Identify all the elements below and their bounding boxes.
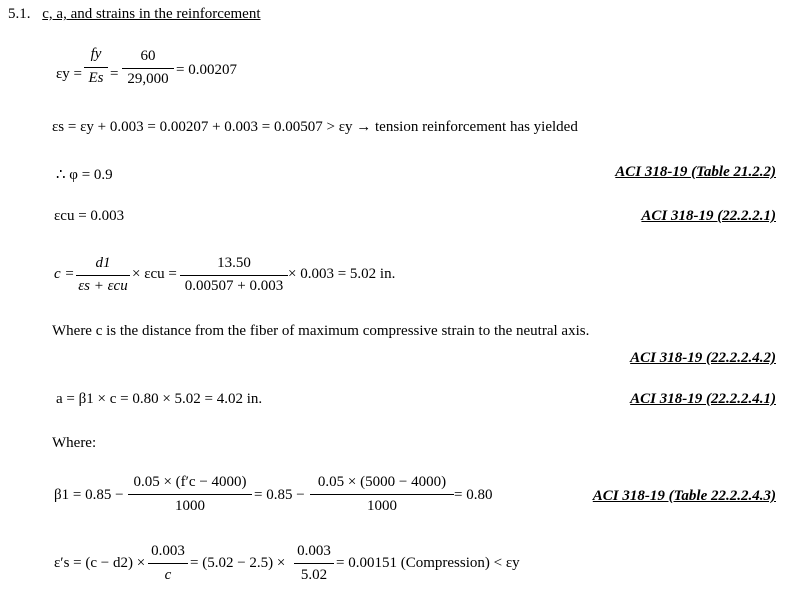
eq-ey-f2-denominator: 29,000 — [127, 71, 169, 87]
eq-c-f1-numerator: d1 — [95, 255, 111, 271]
reference-c: ACI 318-19 (22.2.2.4.2) — [630, 350, 776, 366]
eq-c-f2-numerator: 13.50 — [217, 255, 251, 271]
eq-ey-fraction-2 — [122, 48, 174, 92]
reference-epsilon-cu: ACI 318-19 (22.2.2.1) — [641, 208, 776, 224]
eq-beta-f1-denominator: 1000 — [175, 498, 205, 514]
eq-esp-fraction-1 — [148, 543, 188, 587]
fraction-bar — [128, 494, 252, 495]
eq-esp-result: = 0.00151 (Compression) < εy — [336, 555, 520, 571]
fraction-bar — [310, 494, 454, 495]
eq-beta-f1-numerator: 0.05 × (f′c − 4000) — [133, 474, 247, 490]
fraction-bar — [84, 67, 108, 68]
reference-a: ACI 318-19 (22.2.2.4.1) — [630, 391, 776, 407]
eq-ey-f1-denominator: Es — [88, 70, 104, 86]
eq-beta-f2-denominator: 1000 — [367, 498, 397, 514]
eq-c-result: × 0.003 = 5.02 in. — [288, 266, 396, 282]
eq-beta-mid: = 0.85 − — [254, 487, 305, 503]
reference-phi: ACI 318-19 (Table 21.2.2) — [615, 164, 776, 180]
where-label: Where: — [52, 435, 97, 451]
equation-phi: ∴ φ = 0.9 — [56, 167, 113, 183]
fraction-bar — [148, 563, 188, 564]
eq-esp-f2-denominator: 5.02 — [300, 567, 328, 583]
eq-c-f2-denominator: 0.00507 + 0.003 — [184, 278, 284, 294]
eq-esp-f2-numerator: 0.003 — [297, 543, 331, 559]
eq-beta-result: = 0.80 — [454, 487, 493, 503]
fraction-bar — [294, 563, 334, 564]
eq-esp-fraction-2 — [294, 543, 334, 587]
where-c-description: Where c is the distance from the fiber of maximum compressive strain to the neutral axis. — [52, 323, 590, 339]
equation-a: a = β1 × c = 0.80 × 5.02 = 4.02 in. — [56, 391, 263, 407]
eq-c-fraction-2 — [180, 255, 288, 299]
section-title: c, a, and strains in the reinforcement — [42, 6, 261, 22]
fraction-bar — [122, 68, 174, 69]
eq-beta-fraction-2 — [310, 474, 454, 518]
section-heading — [8, 6, 261, 23]
eq-esp-lhs: ε′s = (c − d2) × — [54, 555, 146, 571]
fraction-bar — [180, 275, 288, 276]
eq-ey-fraction-1 — [84, 46, 108, 90]
eq-c-lhs: c = — [54, 266, 75, 282]
section-number: 5.1. — [8, 6, 31, 22]
eq-beta-fraction-1 — [128, 474, 252, 518]
equation-epsilon-cu: εcu = 0.003 — [54, 208, 125, 224]
eq-ey-equals: = — [110, 66, 119, 82]
eq-esp-f1-numerator: 0.003 — [151, 543, 185, 559]
fraction-bar — [76, 275, 130, 276]
eq-c-mid: × εcu = — [132, 266, 177, 282]
eq-ey-result: = 0.00207 — [176, 62, 237, 78]
eq-ey-lhs: εy = — [56, 66, 83, 82]
eq-c-f1-denominator: εs + εcu — [78, 278, 128, 294]
eq-ey-f2-numerator: 60 — [140, 48, 156, 64]
eq-esp-mid: = (5.02 − 2.5) × — [190, 555, 286, 571]
eq-ey-f1-numerator: fy — [90, 46, 102, 62]
eq-beta-f2-numerator: 0.05 × (5000 − 4000) — [317, 474, 447, 490]
equation-epsilon-s: εs = εy + 0.003 = 0.00207 + 0.003 = 0.00507 > εy → tension reinforcement has yielded — [52, 119, 578, 135]
eq-c-fraction-1 — [76, 255, 130, 299]
eq-beta-lhs: β1 = 0.85 − — [54, 487, 124, 503]
eq-esp-f1-denominator: c — [164, 567, 172, 583]
reference-beta1: ACI 318-19 (Table 22.2.2.4.3) — [592, 488, 776, 504]
